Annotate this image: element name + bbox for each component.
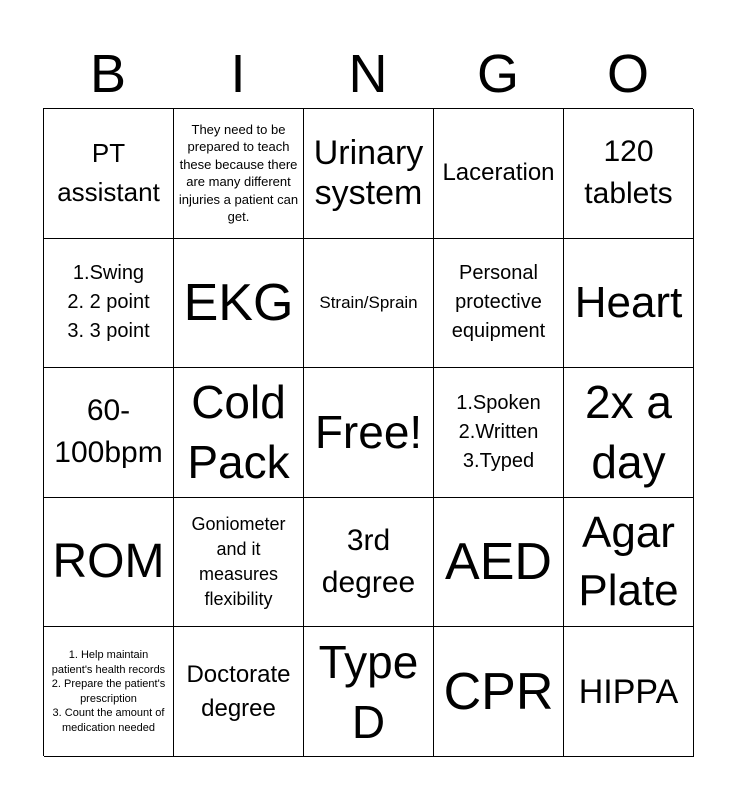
header-letter-i: I	[230, 44, 246, 104]
bingo-cell-n4: 3rd degree	[304, 498, 434, 628]
bingo-cell-o2: Heart	[564, 239, 694, 369]
bingo-cell-o1: 120 tablets	[564, 109, 694, 239]
bingo-cell-n1: Urinary system	[304, 109, 434, 239]
bingo-cell-n5: Type D	[304, 627, 434, 757]
bingo-cell-g3: 1.Spoken 2.Written 3.Typed	[434, 368, 564, 498]
bingo-cell-b5: 1. Help maintain patient's health records 2. Prepare the patient's prescription 3. Count the amount of medication needed	[44, 627, 174, 757]
header-letter-g: G	[476, 44, 519, 104]
bingo-cell-g1: Laceration	[434, 109, 564, 239]
bingo-cell-b3: 60- 100bpm	[44, 368, 174, 498]
bingo-cell-b2: 1.Swing 2. 2 point 3. 3 point	[44, 239, 174, 369]
header-letter-n: N	[348, 44, 388, 104]
bingo-cell-n3-free: Free!	[304, 368, 434, 498]
bingo-cell-o4: Agar Plate	[564, 498, 694, 628]
bingo-cell-i3: Cold Pack	[174, 368, 304, 498]
header-letter-b: B	[89, 44, 127, 104]
bingo-cell-o5: HIPPA	[564, 627, 694, 757]
bingo-cell-i5: Doctorate degree	[174, 627, 304, 757]
bingo-cell-i1: They need to be prepared to teach these because there are many different injuries a patient can get.	[174, 109, 304, 239]
bingo-cell-i4: Goniometer and it measures flexibility	[174, 498, 304, 628]
header-letter-o: O	[606, 44, 649, 104]
bingo-cell-g4: AED	[434, 498, 564, 628]
bingo-header	[43, 40, 693, 108]
bingo-cell-i2: EKG	[174, 239, 304, 369]
bingo-cell-g2: Personal protective equipment	[434, 239, 564, 369]
bingo-cell-g5: CPR	[434, 627, 564, 757]
bingo-grid	[43, 108, 693, 756]
bingo-cell-o3: 2x a day	[564, 368, 694, 498]
bingo-cell-b4: ROM	[44, 498, 174, 628]
bingo-cell-b1: PT assistant	[44, 109, 174, 239]
bingo-cell-n2: Strain/Sprain	[304, 239, 434, 369]
